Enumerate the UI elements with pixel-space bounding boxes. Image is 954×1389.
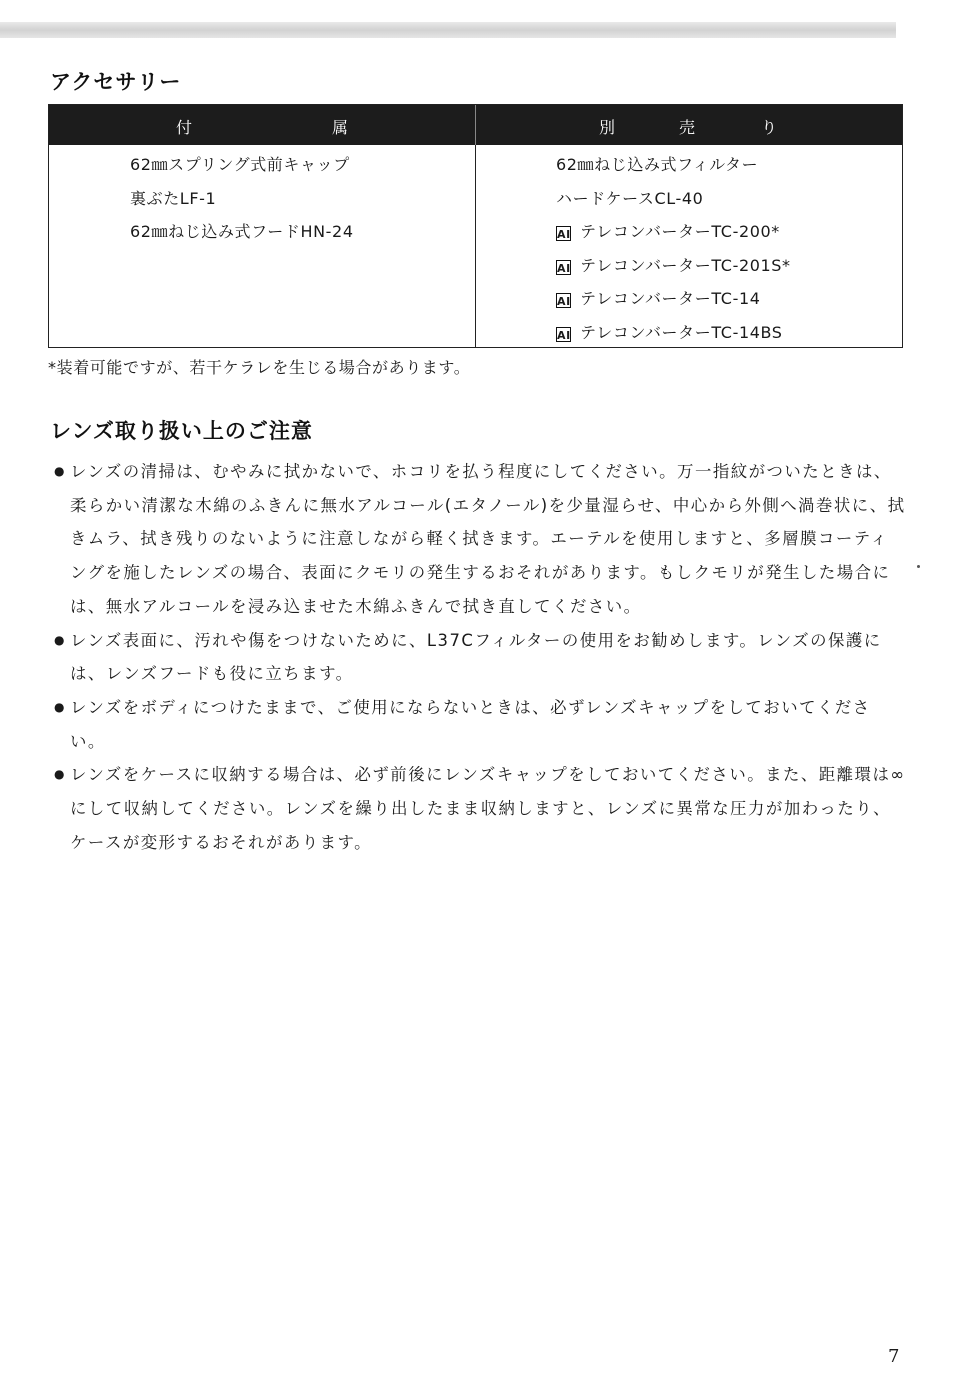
sold-item-text: 62㎜ねじ込み式フィルター — [556, 155, 759, 174]
ai-mark-icon: AI — [557, 228, 571, 241]
header-sold-char-2: 売 — [679, 118, 696, 137]
care-item — [54, 455, 906, 624]
bullet-icon: ● — [54, 699, 66, 714]
sold-item — [556, 321, 791, 355]
lens-care-title: レンズ取り扱い上のご注意 — [50, 419, 313, 443]
care-item-text: レンズ表面に、汚れや傷をつけないために、L37Cフィルターの使用をお勧めします。レンズの保護には、レンズフードも役に立ちます。 — [70, 630, 882, 684]
bullet-icon: ● — [54, 632, 66, 647]
bullet-icon: ● — [54, 464, 66, 478]
sold-item-text: テレコンバーターTC-14BS — [580, 322, 783, 342]
header-sold-char-1: 別 — [599, 118, 616, 137]
ai-mark-icon: AI — [557, 328, 571, 342]
sold-item — [556, 153, 791, 187]
sold-item — [556, 254, 791, 288]
footnote: *装着可能ですが、若干ケラレを生じる場合があります。 — [48, 358, 471, 377]
bullet-icon: ● — [54, 767, 66, 782]
top-scan-band — [0, 22, 896, 38]
accessories-title: アクセサリー — [50, 70, 182, 94]
page-number: 7 — [888, 1346, 900, 1367]
included-item: 62㎜ねじ込み式フードHN-24 — [130, 222, 354, 241]
sold-item-text: テレコンバーターTC-200* — [580, 222, 780, 241]
included-item: 裏ぶたLF-1 — [130, 188, 217, 208]
header-included-char-2: 属 — [332, 118, 349, 137]
care-item — [54, 691, 906, 758]
care-item-text: レンズをケースに収納する場合は、必ず前後にレンズキャップをしておいてください。また、距離環は∞にして収納してください。レンズを繰り出したまま収納しますと、レンズに異常な圧力が加わったり、ケースが変形するおそれがあります。 — [70, 765, 906, 852]
sold-item — [556, 220, 791, 254]
header-divider — [475, 105, 476, 145]
sold-separately-list — [556, 153, 791, 354]
sold-item-text: ハードケースCL-40 — [556, 188, 704, 208]
care-item-text: レンズをボディにつけたままで、ご使用にならないときは、必ずレンズキャップをしておいてください。 — [70, 697, 871, 751]
care-item-text: レンズの清掃は、むやみに拭かないで、ホコリを払う程度にしてください。万一指紋がついたときは、柔らかい清潔な木綿のふきんに無水アルコール(エタノール)を少量湿らせ、中心から外側へ渦巻状に、拭きムラ、拭き残りのないように注意しながら軽く拭きます。エーテルを使用しますと、多層膜コーティングを施したレンズの場合、表面にクモリの発生するおそれがあります。もしクモリが発生した場合には、無水アルコールを浸み込ませた木綿ふきんで拭き直してください。 — [70, 462, 906, 616]
header-sold-char-3: り — [761, 118, 778, 137]
care-item — [54, 624, 906, 691]
lens-care-list — [54, 455, 906, 859]
header-included-char-1: 付 — [176, 118, 193, 137]
scan-speck — [917, 565, 920, 568]
sold-item-text: テレコンバーターTC-201S* — [580, 255, 791, 275]
included-item: 62㎜スプリング式前キャップ — [130, 155, 350, 174]
accessories-table — [48, 104, 903, 348]
ai-mark-icon: AI — [557, 295, 571, 308]
ai-mark-icon: AI — [557, 261, 571, 275]
sold-item — [556, 287, 791, 321]
sold-item — [556, 187, 791, 221]
included-items-list — [130, 153, 354, 254]
sold-item-text: テレコンバーターTC-14 — [580, 289, 761, 308]
care-item — [54, 758, 906, 859]
